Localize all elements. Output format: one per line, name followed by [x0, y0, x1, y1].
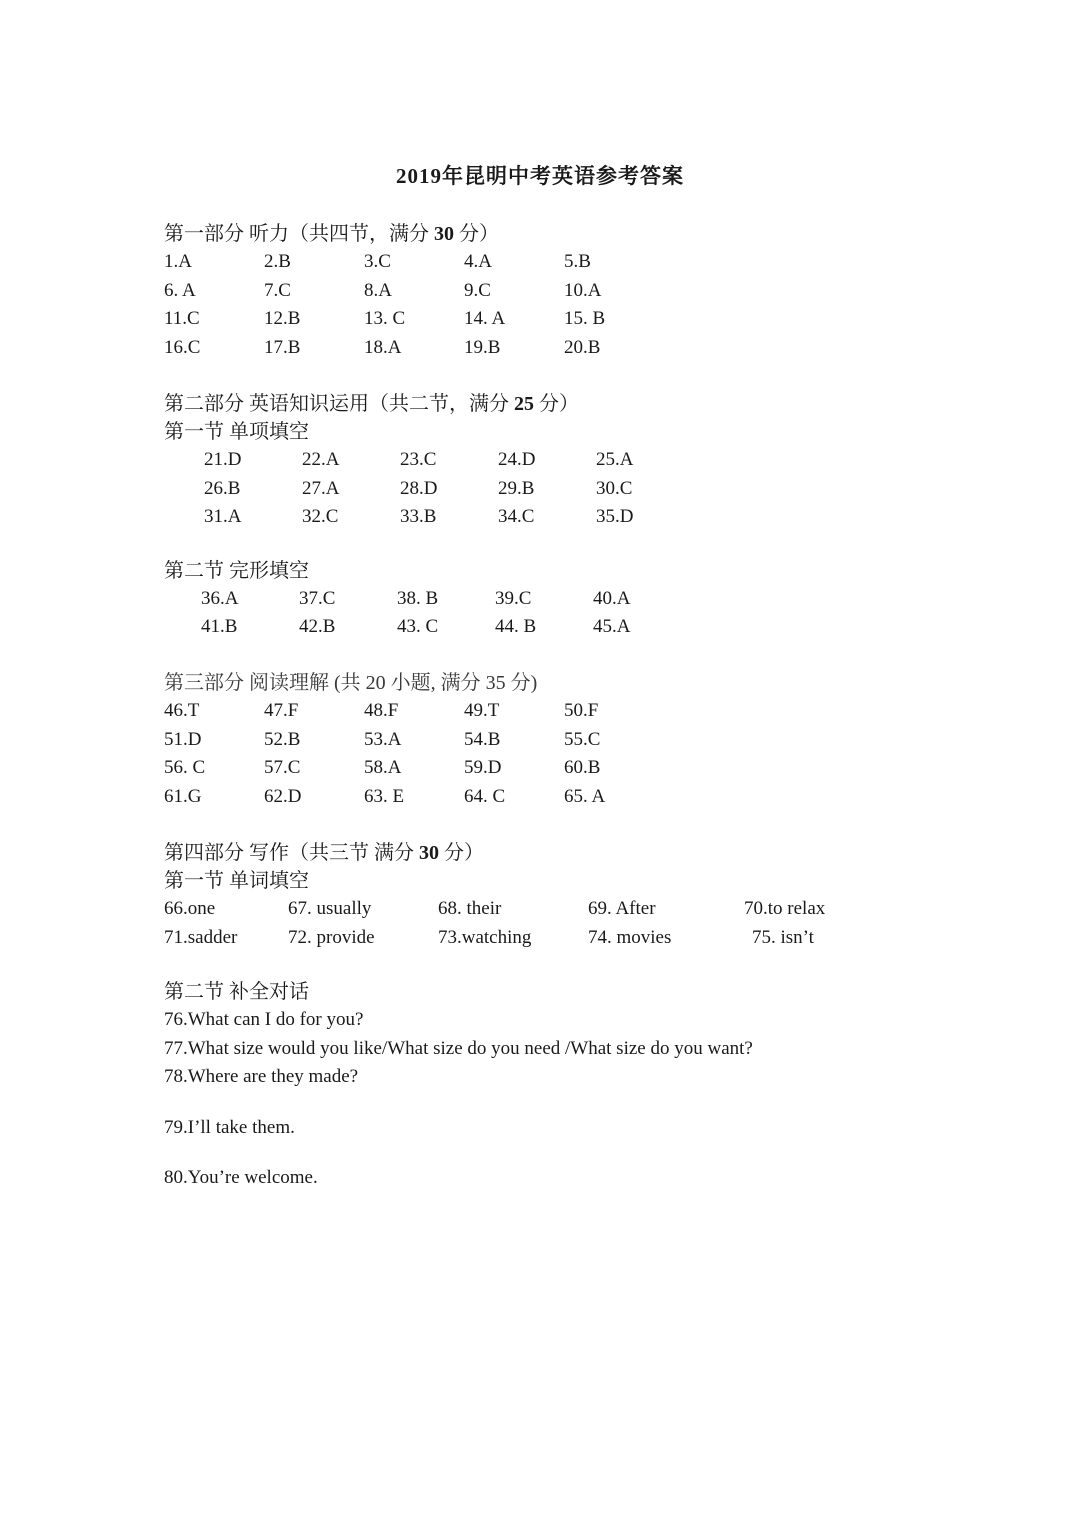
answer-item: 5.B: [564, 251, 591, 272]
answer-item: 55.C: [564, 728, 601, 750]
answer-item: 43. C: [397, 616, 439, 637]
dialogue-answer-list: [164, 1006, 864, 1193]
answer-item: 74. movies: [588, 926, 672, 948]
answer-item: 39.C: [495, 587, 532, 609]
answer-item: 53.A: [364, 728, 402, 750]
answer-item: 27.A: [302, 477, 340, 499]
answer-item: 19.B: [464, 336, 501, 358]
answer-item: 8.A: [364, 279, 392, 301]
answer-item: 32.C: [302, 506, 339, 527]
answer-item: 31.A: [204, 506, 242, 527]
answer-item: 11.C: [164, 308, 200, 329]
part4-section2-heading: 第二节 补全对话: [164, 981, 309, 1003]
watermark-area: [746, 1436, 1046, 1516]
answer-item: 40.A: [593, 587, 631, 609]
answer-item: 63. E: [364, 785, 405, 807]
answer-item: 20.B: [564, 336, 601, 358]
part2-heading: [164, 390, 694, 418]
answer-item: 22.A: [302, 449, 340, 470]
answer-item: 69. After: [588, 898, 656, 919]
part4-section1-heading: 第一节 单词填空: [164, 870, 309, 892]
answer-item: 65. A: [564, 785, 606, 807]
part1-answer-grid: [164, 248, 664, 362]
part3-heading: 第三部分 阅读理解 (共 20 小题, 满分 35 分): [164, 672, 538, 694]
part2-section: [164, 390, 694, 642]
answer-item: 54.B: [464, 728, 501, 750]
answer-item: 1.A: [164, 251, 192, 272]
answer-item: 7.C: [264, 279, 291, 301]
answer-item: 66.one: [164, 898, 216, 919]
answer-item: 45.A: [593, 616, 631, 637]
answer-item: 26.B: [204, 477, 241, 499]
page-title: 2019年昆明中考英语参考答案: [396, 164, 684, 188]
part4-section: [164, 839, 864, 1193]
part4-heading-score: 30: [419, 842, 439, 864]
part3-answer-grid: [164, 697, 664, 811]
answer-item: 50.F: [564, 700, 599, 721]
part2-section1-heading: 第一节 单项填空: [164, 421, 309, 443]
answer-item: 42.B: [299, 616, 336, 637]
dialogue-answer: 77.What size would you like/What size do you need /What size do you want?: [164, 1037, 753, 1059]
answer-item: 52.B: [264, 728, 301, 750]
part1-heading-suffix: 分）: [459, 223, 499, 245]
answer-item: 4.A: [464, 251, 492, 272]
dialogue-answer: 78.Where are they made?: [164, 1066, 359, 1087]
answer-item: 58.A: [364, 757, 402, 778]
part1-heading-prefix: 第一部分 听力（共四节，满分: [164, 223, 429, 245]
part4-heading: [164, 839, 864, 867]
answer-item: 34.C: [498, 506, 535, 527]
answer-item: 56. C: [164, 757, 206, 778]
answer-item: 13. C: [364, 308, 406, 329]
answer-item: 38. B: [397, 587, 439, 609]
answer-item: 17.B: [264, 336, 301, 358]
answer-item: 36.A: [201, 587, 239, 609]
answer-item: 48.F: [364, 700, 399, 721]
part2-heading-prefix: 第二部分 英语知识运用（共二节，满分: [164, 393, 509, 415]
answer-item: 33.B: [400, 506, 437, 527]
answer-item: 23.C: [400, 449, 437, 470]
answer-item: 61.G: [164, 785, 202, 807]
answer-item: 70.to relax: [744, 898, 826, 919]
answer-item: 51.D: [164, 728, 202, 750]
part2-section2-heading: 第二节 完形填空: [164, 559, 309, 582]
part3-section: [164, 669, 664, 811]
answer-item: 47.F: [264, 700, 299, 721]
part1-heading: [164, 220, 664, 248]
answer-item: 21.D: [204, 449, 242, 470]
answer-item: 29.B: [498, 477, 535, 499]
answer-item: 57.C: [264, 757, 301, 778]
part4-heading-suffix: 分）: [444, 842, 484, 864]
part2-section2-answer-grid: [201, 585, 694, 642]
answer-item: 72. provide: [288, 926, 375, 948]
part2-heading-suffix: 分）: [539, 393, 579, 415]
answer-item: 25.A: [596, 449, 634, 470]
answer-item: 16.C: [164, 336, 201, 358]
answer-item: 64. C: [464, 785, 506, 807]
answer-item: 67. usually: [288, 898, 372, 919]
answer-item: 14. A: [464, 308, 506, 329]
answer-item: 60.B: [564, 757, 601, 778]
answer-item: 75. isn’t: [752, 926, 814, 948]
answer-item: 73.watching: [438, 926, 532, 948]
answer-item: 59.D: [464, 757, 502, 778]
answer-item: 68. their: [438, 898, 502, 919]
part1-heading-score: 30: [434, 223, 454, 245]
answer-item: 12.B: [264, 308, 301, 329]
answer-item: 2.B: [264, 251, 291, 272]
answer-item: 6. A: [164, 279, 196, 301]
part2-section1-answer-grid: [204, 446, 694, 532]
dialogue-answer: 76.What can I do for you?: [164, 1009, 364, 1030]
part1-section: [164, 220, 664, 362]
answer-item: 24.D: [498, 449, 536, 470]
answer-item: 44. B: [495, 616, 537, 637]
answer-item: 62.D: [264, 785, 302, 807]
answer-item: 71.sadder: [164, 926, 238, 948]
answer-item: 41.B: [201, 616, 238, 637]
answer-item: 3.C: [364, 251, 391, 272]
part4-section1-answer-grid: [164, 895, 864, 952]
part2-heading-score: 25: [514, 393, 534, 415]
answer-item: 18.A: [364, 336, 402, 358]
dialogue-answer: 80.You’re welcome.: [164, 1167, 318, 1188]
answer-item: 49.T: [464, 700, 500, 721]
answer-item: 10.A: [564, 279, 602, 301]
answer-item: 35.D: [596, 506, 634, 527]
answer-item: 9.C: [464, 279, 491, 301]
answer-item: 37.C: [299, 587, 336, 609]
answer-item: 15. B: [564, 308, 606, 329]
answer-item: 28.D: [400, 477, 438, 499]
part4-heading-prefix: 第四部分 写作（共三节 满分: [164, 842, 414, 864]
dialogue-answer: 79.I’ll take them.: [164, 1116, 295, 1138]
answer-item: 46.T: [164, 700, 200, 721]
answer-item: 30.C: [596, 477, 633, 499]
